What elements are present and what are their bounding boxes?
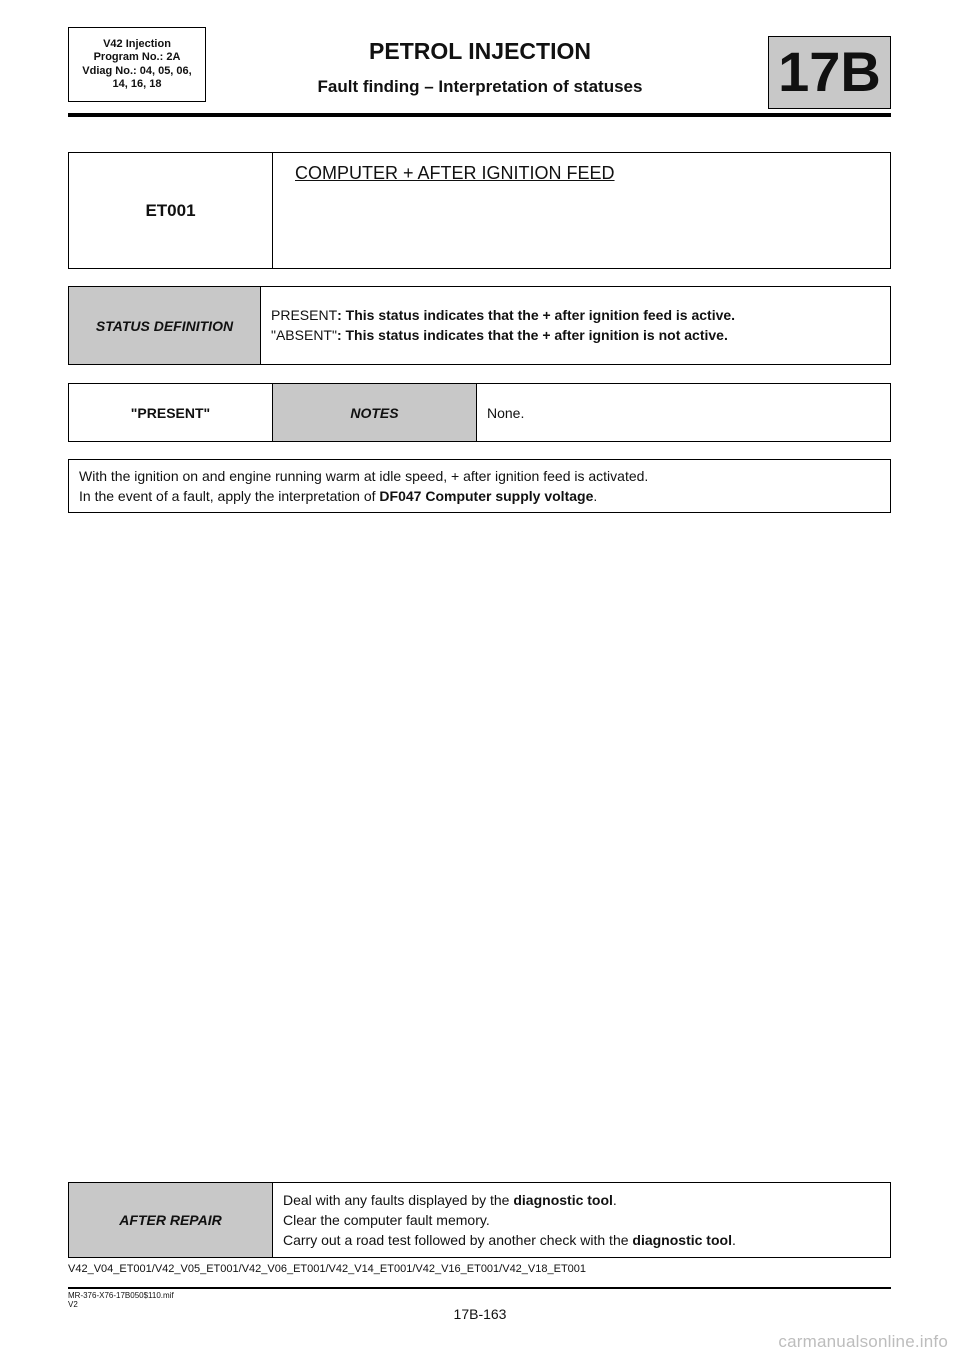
status-definition-text — [261, 287, 891, 365]
fault-reference: DF047 Computer supply voltage — [379, 488, 594, 504]
instructions-table — [68, 459, 891, 513]
definition-line-present — [271, 305, 880, 325]
definition-present-text: : This status indicates that the + after ignition feed is active. — [337, 307, 736, 323]
after-repair-line-3-pre: Carry out a road test followed by another check with the — [283, 1232, 633, 1248]
instruction-line-2-post: . — [593, 488, 598, 504]
info-line: V42 Injection — [103, 37, 171, 50]
notes-value: None. — [477, 384, 891, 442]
after-repair-line-3-bold: diagnostic tool — [632, 1232, 732, 1248]
status-definition-table — [68, 286, 891, 365]
info-line: Program No.: 2A — [93, 51, 181, 63]
instructions-cell — [69, 460, 891, 513]
after-repair-line-1-bold: diagnostic tool — [513, 1192, 613, 1208]
definition-absent-text: : This status indicates that the + after ignition is not active. — [336, 327, 728, 343]
after-repair-line-1-post: . — [612, 1192, 617, 1208]
info-line: Vdiag No.: 04, 05, 06, — [82, 64, 192, 77]
after-repair-table — [68, 1182, 891, 1258]
status-definition-label: STATUS DEFINITION — [69, 287, 261, 365]
after-repair-line-2: Clear the computer fault memory. — [283, 1212, 490, 1228]
instruction-line-2 — [79, 486, 880, 506]
after-repair-line-3 — [283, 1230, 880, 1250]
page-number: 17B-163 — [453, 1306, 507, 1322]
info-line: 14, 16, 18 — [112, 78, 162, 90]
instruction-line-1: With the ignition on and engine running warm at idle speed, + after ignition feed is activated. — [79, 468, 649, 484]
section-code-badge: 17B — [768, 36, 891, 109]
after-repair-label: AFTER REPAIR — [69, 1183, 273, 1258]
after-repair-text — [273, 1183, 891, 1258]
document-version: V2 — [68, 1300, 78, 1309]
header-divider — [68, 113, 891, 117]
definition-absent-lead: "ABSENT" — [271, 327, 337, 343]
after-repair-line-1 — [283, 1190, 880, 1210]
status-name-cell — [273, 153, 891, 269]
watermark: carmanualsonline.info — [778, 1332, 948, 1351]
page-subtitle: Fault finding – Interpretation of statuses — [317, 77, 643, 96]
definition-line-absent — [271, 325, 880, 345]
status-title-table — [68, 152, 891, 269]
page-title: PETROL INJECTION — [369, 38, 591, 64]
document-id: MR-376-X76-17B050$110.mif — [68, 1291, 174, 1300]
reference-line: V42_V04_ET001/V42_V05_ET001/V42_V06_ET001/V42_V14_ET001/V42_V16_ET001/V42_V18_ET001 — [68, 1263, 587, 1275]
present-notes-table — [68, 383, 891, 442]
status-code: ET001 — [145, 200, 196, 220]
status-code-cell — [69, 153, 273, 269]
definition-present-lead: PRESENT — [271, 307, 338, 323]
instruction-line-2-pre: In the event of a fault, apply the interpretation of — [79, 488, 380, 504]
status-name: COMPUTER + AFTER IGNITION FEED — [295, 163, 615, 183]
footer-divider — [68, 1287, 891, 1289]
after-repair-line-3-post: . — [731, 1232, 736, 1248]
notes-label: NOTES — [273, 384, 477, 442]
after-repair-line-1-pre: Deal with any faults displayed by the — [283, 1192, 514, 1208]
present-state-cell: "PRESENT" — [69, 384, 273, 442]
